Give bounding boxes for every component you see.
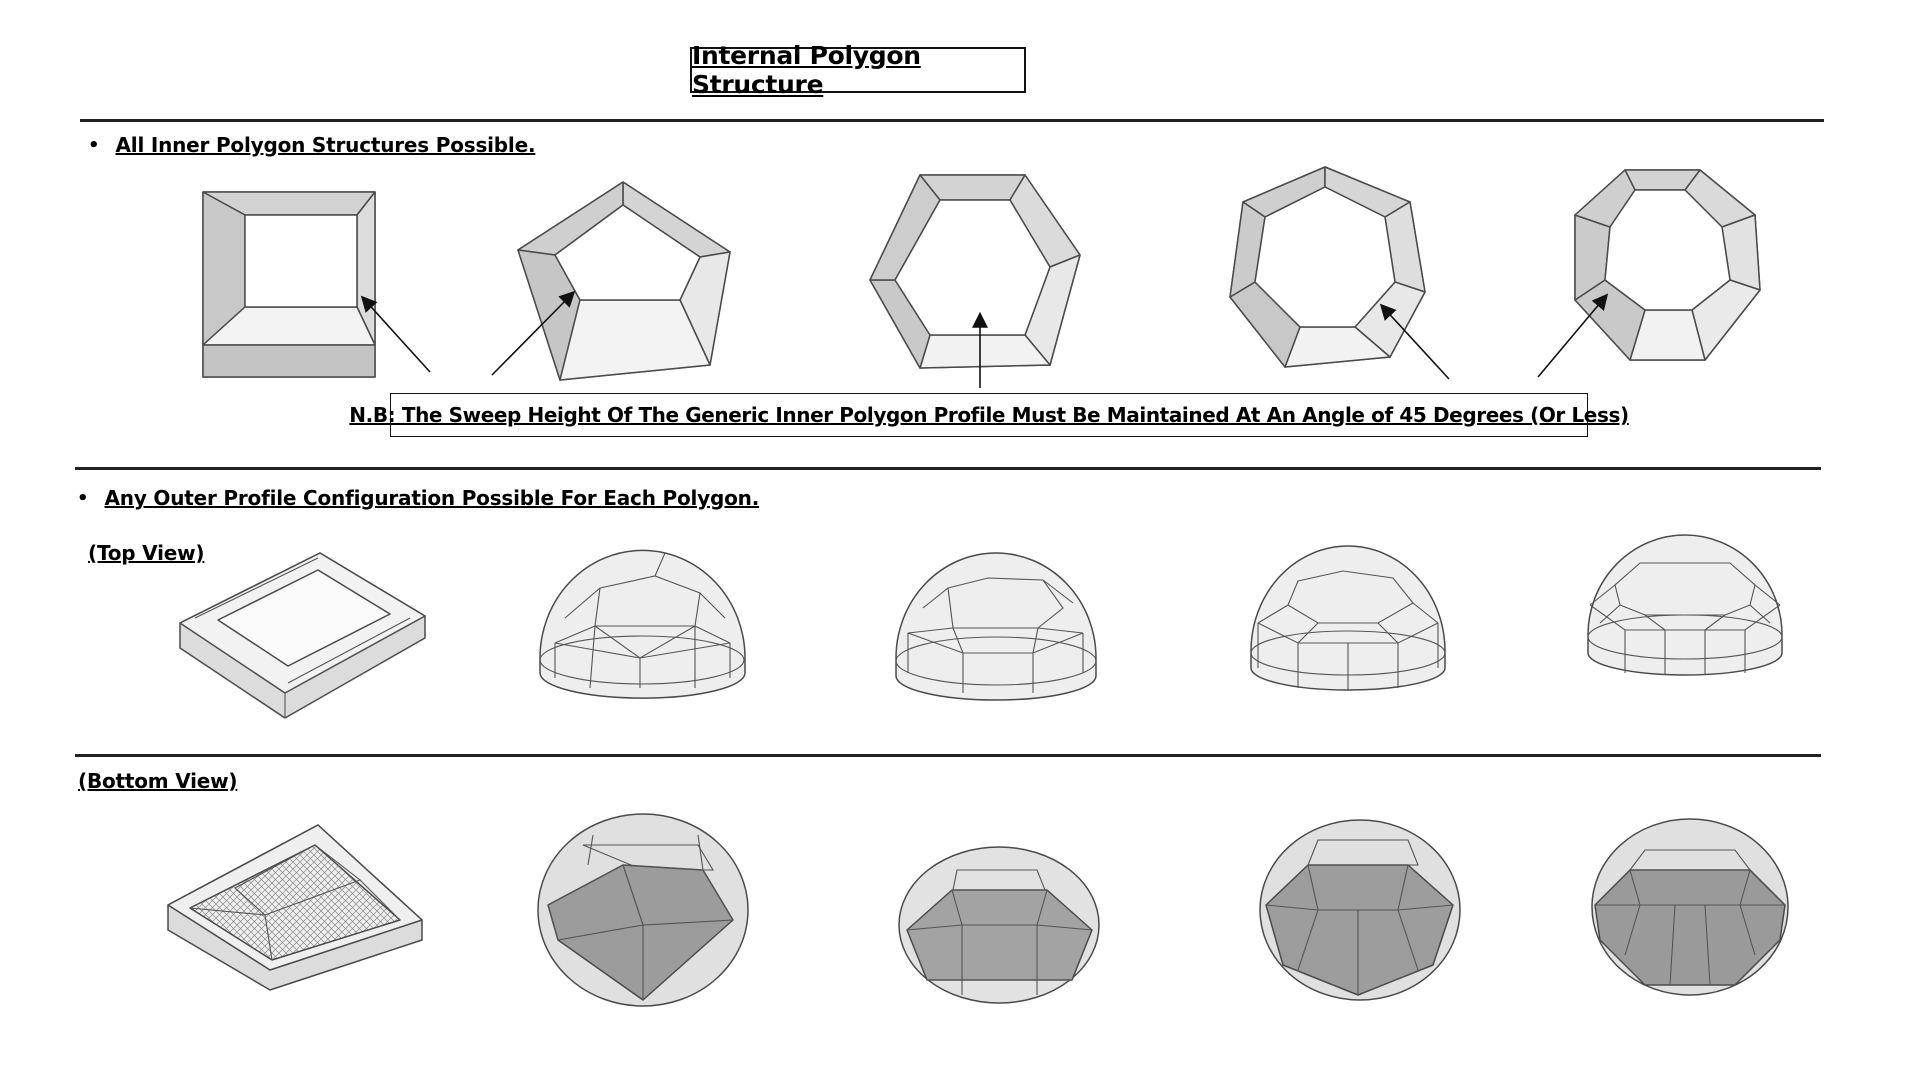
hexagon-outer-top-view bbox=[893, 548, 1098, 700]
pentagon-outer-top-view bbox=[535, 548, 750, 698]
bullet-glyph: • bbox=[77, 487, 89, 509]
square-outer-top-view bbox=[170, 548, 435, 728]
arrow-heptagon bbox=[1382, 306, 1449, 379]
heptagon-outer-top-view bbox=[1248, 543, 1448, 693]
section1-heading-text: All Inner Polygon Structures Possible. bbox=[115, 133, 536, 157]
arrow-pentagon bbox=[492, 293, 573, 375]
arrow-octagon bbox=[1538, 296, 1606, 377]
hexagon-outer-bottom-view bbox=[897, 845, 1102, 1005]
top-view-label: (Top View) bbox=[88, 541, 205, 565]
octagon-outer-bottom-view bbox=[1590, 815, 1790, 1000]
heptagon-outer-bottom-view bbox=[1258, 815, 1463, 1005]
arrow-square bbox=[363, 298, 430, 372]
page-title-text: Internal Polygon Structure bbox=[692, 41, 921, 99]
pentagon-outer-bottom-view bbox=[533, 810, 753, 1010]
square-outer-bottom-view bbox=[160, 820, 430, 1000]
bullet-glyph: • bbox=[88, 134, 100, 156]
octagon-outer-top-view bbox=[1585, 535, 1785, 685]
bottom-view-label: (Bottom View) bbox=[78, 769, 238, 793]
note-text: N.B: The Sweep Height Of The Generic Inner Polygon Profile Must Be Maintained At An Angle of 45 Degrees (Or Less) bbox=[349, 403, 1629, 427]
section2-heading-text: Any Outer Profile Configuration Possible For Each Polygon. bbox=[104, 486, 760, 510]
